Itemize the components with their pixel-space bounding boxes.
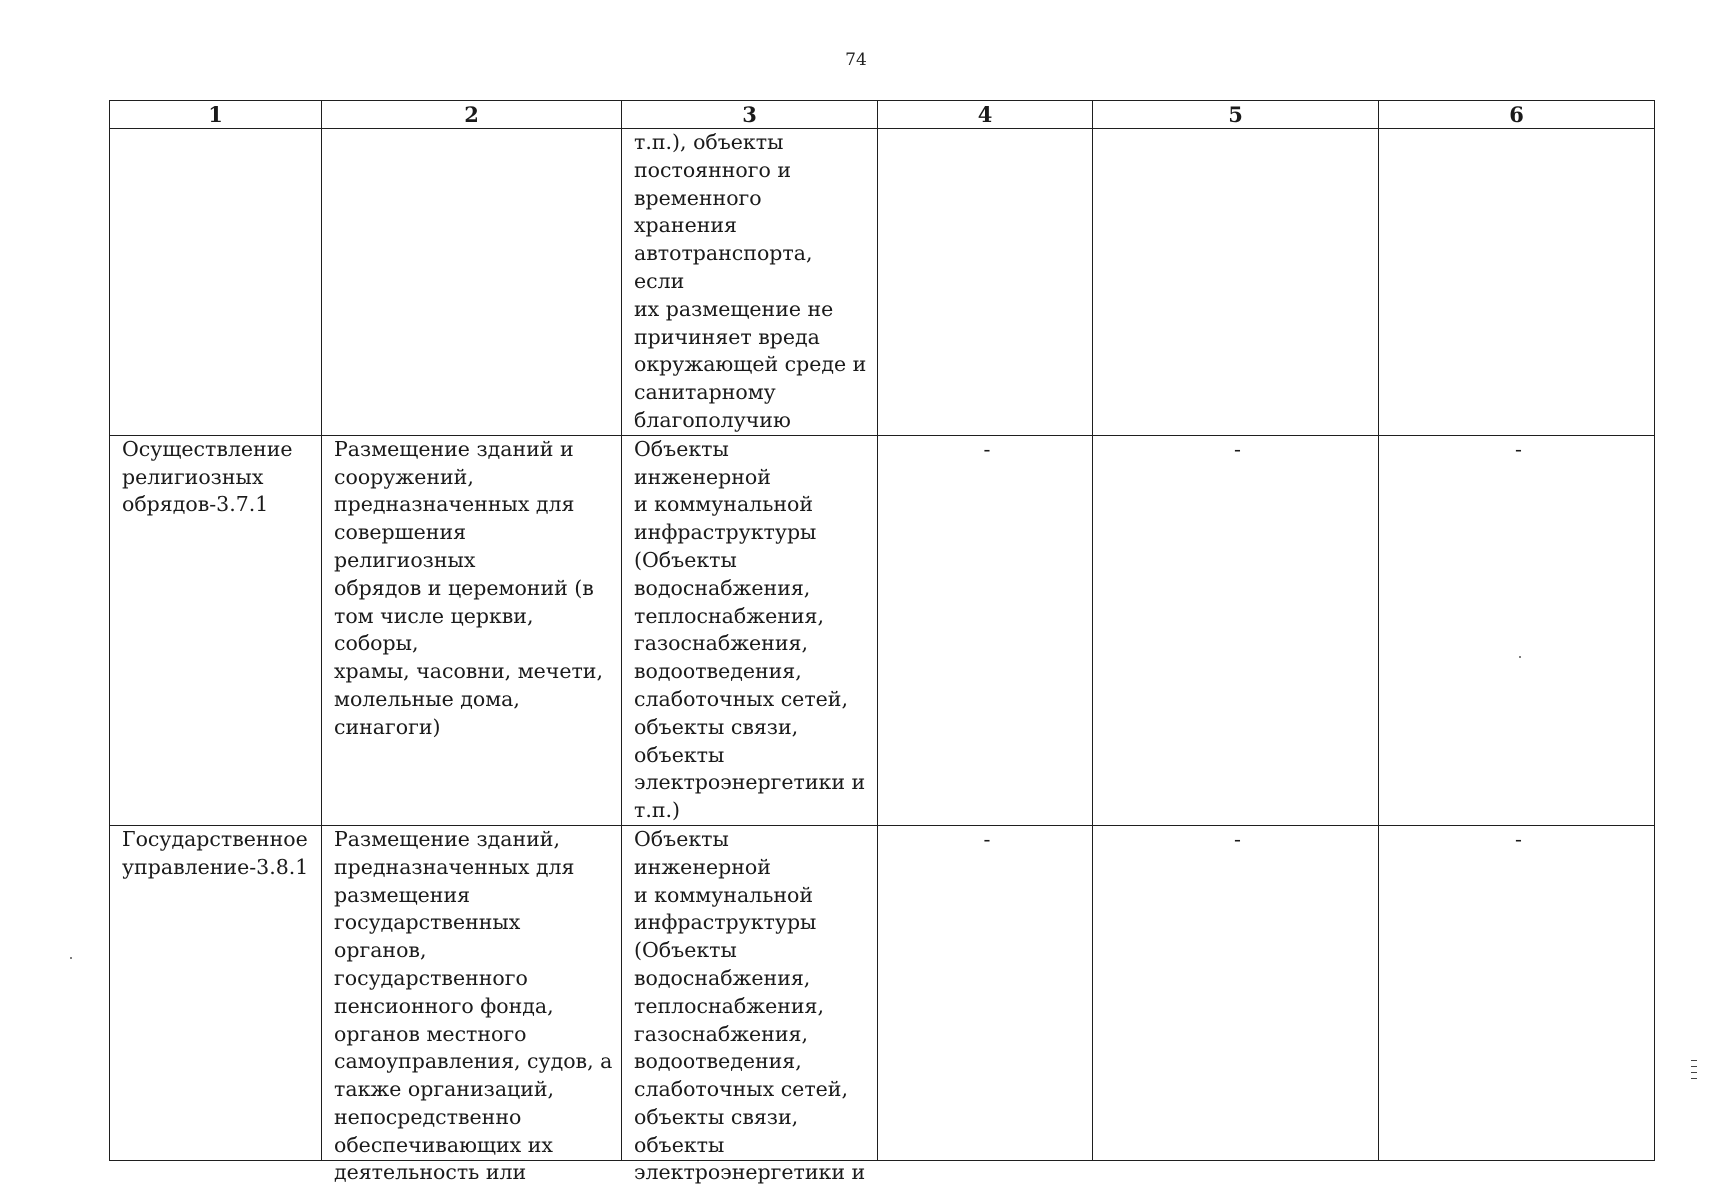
table-header-row xyxy=(110,101,1655,129)
table-cell xyxy=(1379,129,1655,436)
table-row xyxy=(110,825,1655,1160)
table-cell xyxy=(322,825,622,1185)
table-row xyxy=(110,435,1655,825)
table-cell xyxy=(110,435,322,825)
table-header-cell: 5 xyxy=(1093,101,1379,129)
table-cell xyxy=(110,825,322,1160)
use-type-name: Государственное управление-3.8.1 xyxy=(122,826,309,879)
table-cell xyxy=(1379,435,1655,825)
table-header-cell: 3 xyxy=(622,101,878,129)
cell-text: - xyxy=(983,826,991,851)
use-type-description: Размещение зданий, предназначенных для размещения государственных органов, государственного пенсионного фонда, органов местного самоуправления, судов, а также организаций, непосредственно обеспечивающих их деятельность или xyxy=(334,826,613,1185)
cell-text: - xyxy=(1234,826,1241,851)
table-cell xyxy=(622,129,878,436)
table-cell xyxy=(322,129,622,436)
table-header-cell: 2 xyxy=(322,101,622,129)
permitted-objects: Объекты инженерной и коммунальной инфраструктуры (Объекты водоснабжения, теплоснабжения, газоснабжения, водоотведения, слаботочных сетей, объекты связи, объекты электроэнергетики и xyxy=(634,826,866,1185)
cell-text: т.п.), объекты постоянного и временного хранения автотранспорта, если их размещение не причиняет вреда окружающей среде и санитарному благополучию xyxy=(634,130,867,432)
table-header-cell: 4 xyxy=(878,101,1093,129)
use-type-description: Размещение зданий и сооружений, предназначенных для совершения религиозных обрядов и церемоний (в том числе церкви, соборы, храмы, часовни, мечети, молельные дома, синагоги) xyxy=(334,436,603,739)
table-cell xyxy=(110,129,322,436)
scan-artifact-dot xyxy=(70,957,72,959)
table-cell xyxy=(878,435,1093,825)
permitted-objects: Объекты инженерной и коммунальной инфраструктуры (Объекты водоснабжения, теплоснабжения, газоснабжения, водоотведения, слаботочных сетей, объекты связи, объекты электроэнергетики и т.п.) xyxy=(634,436,866,823)
table-cell xyxy=(878,129,1093,436)
use-type-name: Осуществление религиозных обрядов-3.7.1 xyxy=(122,436,293,517)
table-cell xyxy=(622,435,878,825)
cell-text: - xyxy=(1234,436,1241,461)
table-cell xyxy=(878,825,1093,1160)
table-cell xyxy=(322,435,622,825)
scan-artifact-dot xyxy=(1519,656,1521,658)
table-cell xyxy=(1093,129,1379,436)
table-cell xyxy=(1093,825,1379,1160)
cell-text: - xyxy=(983,436,991,461)
scan-edge-marks xyxy=(1691,1060,1697,1090)
table-row xyxy=(110,129,1655,436)
table-header-cell: 1 xyxy=(110,101,322,129)
table-cell xyxy=(1379,825,1655,1160)
cell-text: - xyxy=(1515,436,1522,461)
zoning-table xyxy=(109,100,1655,1185)
table-cell xyxy=(622,825,878,1185)
page-number: 74 xyxy=(845,50,867,70)
cell-text: - xyxy=(1515,826,1522,851)
table-cell xyxy=(1093,435,1379,825)
table-header-cell: 6 xyxy=(1379,101,1655,129)
